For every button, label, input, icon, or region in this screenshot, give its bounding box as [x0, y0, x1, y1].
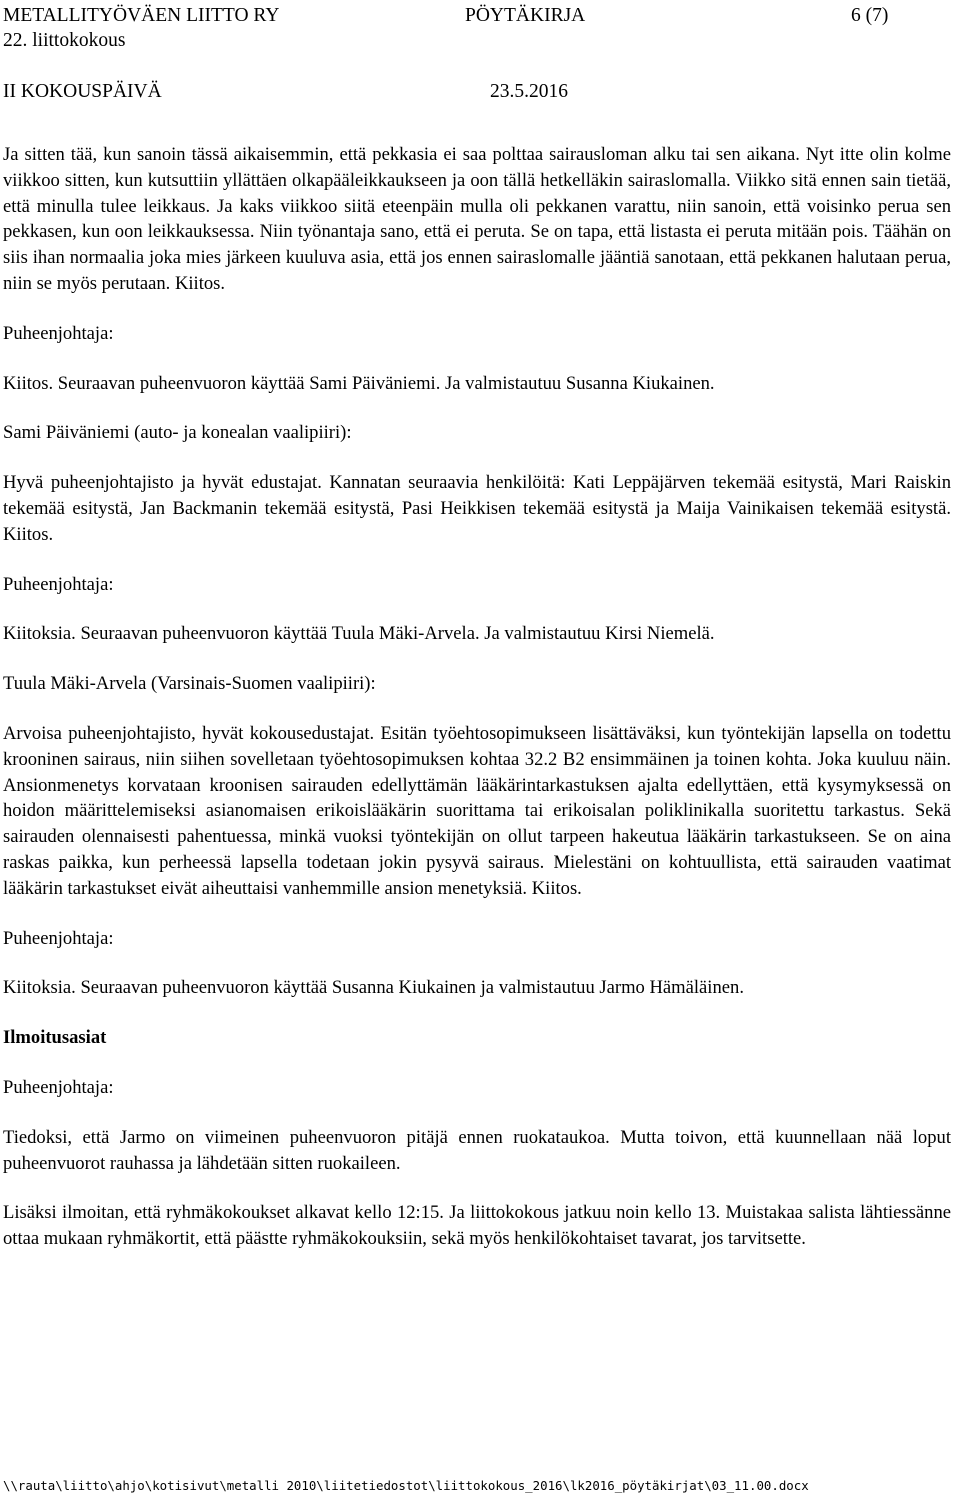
document-body [3, 142, 951, 1252]
block-spacer [3, 1101, 951, 1125]
paragraph: Kiitoksia. Seuraavan puheenvuoron käyttää Tuula Mäki-Arvela. Ja valmistautuu Kirsi Niemelä. [3, 623, 715, 645]
block-spacer [3, 297, 951, 321]
speaker-heading: Puheenjohtaja: [3, 322, 114, 344]
organization-name: METALLITYÖVÄEN LIITTO RY [3, 5, 280, 26]
speaker-heading: Tuula Mäki-Arvela (Varsinais-Suomen vaalipiiri): [3, 673, 376, 695]
file-path-footer: \\rauta\liitto\ahjo\kotisivut\metalli 2010\liitetiedostot\liittokokous_2016\lk2016_pöytäkirjat\03_11.00.docx [3, 1478, 809, 1493]
block-spacer [3, 597, 951, 621]
speaker-heading: Puheenjohtaja: [3, 927, 114, 949]
paragraph: Ja sitten tää, kun sanoin tässä aikaisemmin, että pekkasia ei saa polttaa sairausloman alku tai sen aikana. Nyt itte olin kolme viikkoo sitten, kun kutsuttiin yllättäen olkapääleikkaukseen ja oon tällä hetkelläkin sairaslomalla. Viikko sitä ennen sain tietää, että minulla tulee leikkaus. Ja kaks viikkoo siitä eteenpäin mulla oli pekkanen varattu, niin sanoin, että voisinko perua sen pekkasen, kun oon leikkauksessa. Niin työnantaja sano, että ei peruta. Se on tapa, että listasta ei peruta mitään pois. Täähän on siis ihan normaalia joka mies järkeen kuuluva asia, että jos ennen sairaslomalle jääntiä sanotaan, että pekkanen halutaan perua, niin se myös perutaan. Kiitos. [3, 144, 951, 294]
block-spacer [3, 347, 951, 371]
block-spacer [3, 951, 951, 975]
meeting-date: 23.5.2016 [490, 81, 568, 102]
block-spacer [3, 548, 951, 572]
section-heading: Ilmoitusasiat [3, 1027, 107, 1049]
speaker-heading: Puheenjohtaja: [3, 573, 114, 595]
document-type: PÖYTÄKIRJA [465, 5, 586, 26]
block-spacer [3, 396, 951, 420]
block-spacer [3, 1001, 951, 1025]
day-label: II KOKOUSPÄIVÄ [3, 81, 162, 102]
meeting-name: 22. liittokokous [3, 30, 126, 51]
paragraph: Lisäksi ilmoitan, että ryhmäkokoukset alkavat kello 12:15. Ja liittokokous jatkuu noin kello 13. Muistakaa salista lähtiessänne ottaa mukaan ryhmäkortit, että päästte ryhmäkokouksiin, sekä myös henkilökohtaiset tavarat, jos tarvitsette. [3, 1202, 951, 1250]
speaker-heading: Puheenjohtaja: [3, 1076, 114, 1098]
block-spacer [3, 1176, 951, 1200]
paragraph: Kiitoksia. Seuraavan puheenvuoron käyttää Susanna Kiukainen ja valmistautuu Jarmo Hämäläinen. [3, 977, 744, 999]
block-spacer [3, 1051, 951, 1075]
paragraph: Arvoisa puheenjohtajisto, hyvät kokousedustajat. Esitän työehtosopimukseen lisättäväksi, kun työntekijän lapsella on todettu krooninen sairaus, niin siihen sovelletaan työehtosopimuksen kohtaa 32.2 B2 ensimmäinen ja toinen kohta. Joka kuuluu näin. Ansionmenetys korvataan kroonisen sairauden edellyttämän lääkärintarkastuksen ajalta edellyttäen, että kysymyksessä on hoidon määrittelemiseksi asianomaisen erikoislääkärin suorittama tai erikoisalan poliklinikalla suoritettu tarkastus. Sekä sairauden olennaisesti pahentuessa, minkä vuoksi työntekijän on ollut tarpeen hakeutua lääkärin tarkastukseen. Se on aina raskas paikka, kun perheessä lapsella todetaan jokin pysyvä sairaus. Mielestäni on kohtuullista, että sairauden vaatimat lääkärin tarkastukset eivät aiheuttaisi vanhemmille ansion menetyksiä. Kiitos. [3, 722, 951, 899]
paragraph: Tiedoksi, että Jarmo on viimeinen puheenvuoron pitäjä ennen ruokataukoa. Mutta toivon, että kuunnellaan nää loput puheenvuorot rauhassa ja lähdetään sitten ruokaileen. [3, 1126, 951, 1174]
speaker-heading: Sami Päiväniemi (auto- ja konealan vaalipiiri): [3, 422, 352, 444]
block-spacer [3, 697, 951, 721]
block-spacer [3, 902, 951, 926]
paragraph: Kiitos. Seuraavan puheenvuoron käyttää Sami Päiväniemi. Ja valmistautuu Susanna Kiukainen. [3, 372, 715, 394]
block-spacer [3, 647, 951, 671]
block-spacer [3, 446, 951, 470]
page-number: 6 (7) [851, 5, 889, 26]
paragraph: Hyvä puheenjohtajisto ja hyvät edustajat. Kannatan seuraavia henkilöitä: Kati Leppäjärven tekemää esitystä, Mari Raiskin tekemää esitystä, Jan Backmanin tekemää esitystä, Pasi Heikkisen tekemää esitystä ja Maija Vainikaisen tekemää esitystä. Kiitos. [3, 472, 951, 545]
